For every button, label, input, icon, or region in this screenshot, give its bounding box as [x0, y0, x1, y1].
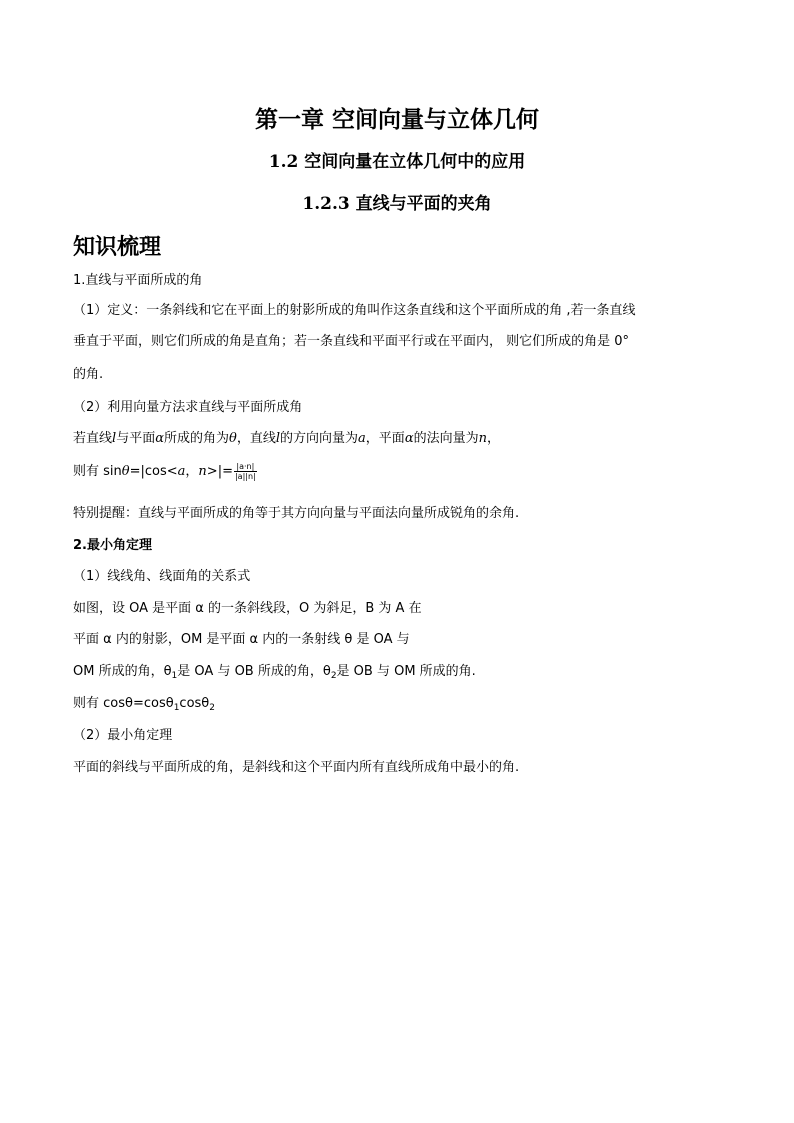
definition-line-1: （1）定义：一条斜线和它在平面上的射影所成的角叫作这条直线和这个平面所成的角 ,若一条直线	[73, 303, 636, 318]
subscript: 2	[209, 703, 215, 713]
symbol-theta: θ	[121, 464, 130, 479]
text-span: 所成的角为	[163, 431, 229, 446]
symbol-a: a	[358, 431, 366, 446]
relation-formula	[73, 695, 215, 717]
text-span: 若直线	[73, 431, 113, 446]
relation-title: （1）线线角、线面角的关系式	[73, 569, 251, 584]
text-span: =|cos<	[129, 464, 178, 479]
definition-line-2: 垂直于平面，则它们所成的角是直角；若一条直线和平面平行或在平面内， 则它们所成的角是 0°	[73, 334, 630, 349]
text-span: 是 OB 与 OM 所成的角.	[336, 664, 476, 679]
theorem-text: 平面的斜线与平面所成的角，是斜线和这个平面内所有直线所成角中最小的角.	[73, 760, 520, 775]
text-span: 是 OA 与 OB 所成的角，θ	[177, 664, 331, 679]
section-title: 1.2 空间向量在立体几何中的应用	[268, 152, 526, 172]
subscript: 1	[171, 671, 178, 681]
text-span: 的法向量为	[413, 431, 479, 446]
symbol-alpha: α	[155, 431, 164, 446]
text-span: 与平面	[116, 431, 156, 446]
text-span: OM 所成的角，θ	[73, 664, 172, 679]
fraction-denominator: |a||n|	[234, 472, 256, 481]
figure-line-1: 如图，设 OA 是平面 α 的一条斜线段，O 为斜足，B 为 A 在	[73, 601, 422, 616]
formula-line	[73, 462, 257, 481]
chapter-title: 第一章 空间向量与立体几何	[254, 106, 539, 133]
item2-title: 2.最小角定理	[73, 538, 152, 553]
subscript: 1	[173, 703, 180, 713]
fraction	[234, 462, 257, 481]
text-span: >|=	[206, 464, 233, 479]
theorem-title: （2）最小角定理	[73, 728, 173, 743]
text-span: 的方向向量为	[280, 431, 359, 446]
text-span: 则有 cosθ=cosθ	[73, 696, 174, 711]
text-span: cosθ	[179, 696, 210, 711]
item1-title: 1.直线与平面所成的角	[73, 273, 203, 288]
knowledge-heading: 知识梳理	[73, 235, 162, 260]
subsection-title: 1.2.3 直线与平面的夹角	[302, 194, 492, 214]
symbol-l: l	[112, 431, 117, 446]
text-span: 则有 sin	[73, 464, 122, 479]
vector-setup-line	[73, 430, 500, 448]
symbol-n: n	[198, 464, 207, 479]
fraction-numerator: |a·n|	[234, 462, 257, 472]
symbol-alpha: α	[404, 431, 414, 446]
subscript: 2	[330, 671, 337, 681]
vector-method-title: （2）利用向量方法求直线与平面所成角	[73, 400, 303, 415]
text-span: ，平面	[365, 431, 405, 446]
text-span: ，	[185, 464, 199, 479]
text-span: ，直线	[236, 431, 276, 446]
symbol-l: l	[275, 431, 281, 446]
figure-line-2: 平面 α 内的射影，OM 是平面 α 内的一条射线 θ 是 OA 与	[73, 632, 410, 647]
text-span: ，	[486, 431, 500, 446]
definition-line-3: 的角.	[73, 367, 104, 382]
symbol-a: a	[177, 464, 186, 479]
symbol-theta: θ	[229, 431, 237, 446]
symbol-n: n	[478, 431, 487, 446]
figure-line-3	[73, 663, 476, 685]
special-tip: 特别提醒：直线与平面所成的角等于其方向向量与平面法向量所成锐角的余角.	[73, 506, 520, 521]
